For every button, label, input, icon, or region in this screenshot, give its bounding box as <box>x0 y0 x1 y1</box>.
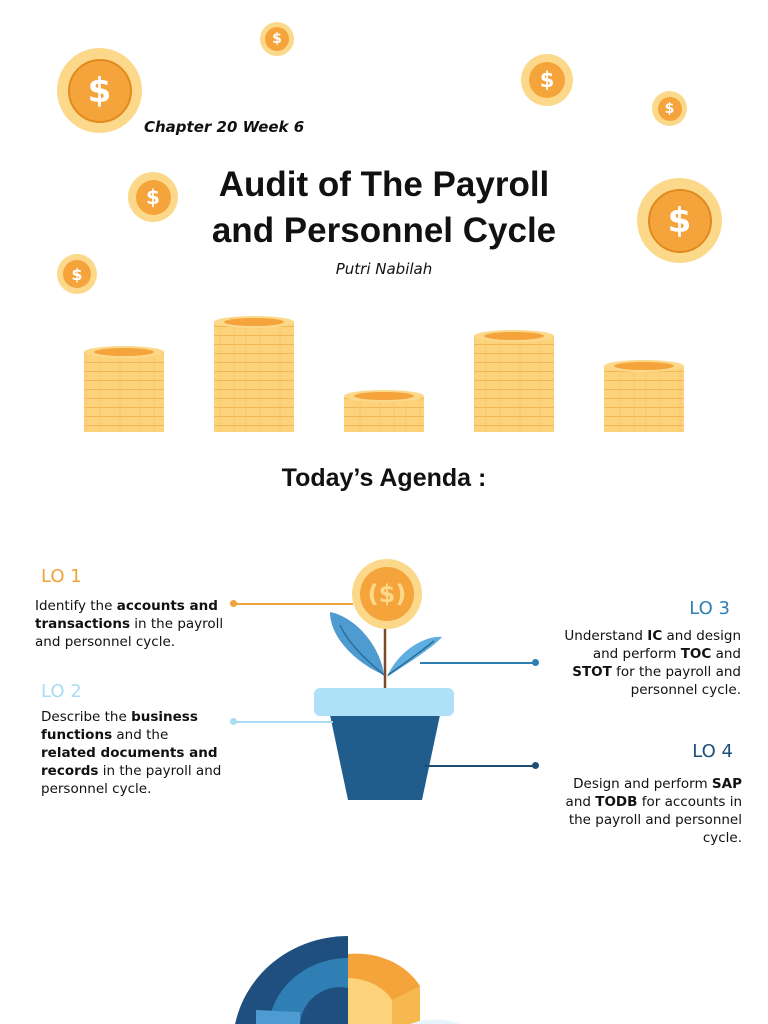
emphasis-text: SAP <box>711 776 742 792</box>
lo2-label: LO 2 <box>41 681 82 702</box>
body-text: in the payroll and personnel cycle. <box>35 616 224 650</box>
lo3-description <box>553 627 741 699</box>
page-title <box>0 162 768 254</box>
dollar-coin-icon <box>57 48 142 133</box>
lo1-connector <box>233 603 353 605</box>
body-text: for the payroll and personnel cycle. <box>611 664 741 698</box>
lo1-description <box>35 597 225 651</box>
author-name: Putri Nabilah <box>335 260 433 278</box>
lo2-connector <box>233 721 333 723</box>
emphasis-text: accounts and transactions <box>35 598 218 632</box>
lo1-label: LO 1 <box>41 566 82 587</box>
body-text: Identify the <box>35 598 117 614</box>
body-text: and <box>565 794 596 810</box>
coin-stack <box>344 390 424 432</box>
page-title-line2: and Personnel Cycle <box>211 211 557 250</box>
page-title-line1: Audit of The Payroll <box>218 165 550 204</box>
coin-symbol: $ <box>265 27 289 51</box>
coin-stack <box>604 360 684 432</box>
dollar-coin-icon <box>521 54 573 106</box>
body-text: Design and perform <box>573 776 712 792</box>
lo3-connector-dot <box>532 659 539 666</box>
body-text: Describe the <box>41 709 132 725</box>
coin-symbol: $ <box>529 62 565 98</box>
body-text: for accounts in the payroll and personnel cycle. <box>568 794 742 846</box>
emphasis-text: TOC <box>680 646 712 662</box>
coin-stack <box>214 316 294 432</box>
body-text: Understand <box>564 628 648 644</box>
coin-stack <box>84 346 164 432</box>
emphasis-text: IC <box>647 628 663 644</box>
donut-chart-illustration <box>220 930 480 1024</box>
coin-symbol: $ <box>68 59 132 123</box>
emphasis-text: TODB <box>595 794 638 810</box>
coin-stacks-illustration <box>0 300 768 440</box>
lo2-description <box>41 708 226 798</box>
leaf-icon <box>387 637 442 677</box>
lo3-label: LO 3 <box>689 598 730 619</box>
body-text: and <box>711 646 741 662</box>
pot-rim <box>314 688 454 716</box>
coin-stack <box>474 330 554 432</box>
lo4-connector-dot <box>532 762 539 769</box>
coin-symbol: $ <box>648 189 712 253</box>
pot-body <box>330 715 440 800</box>
lo4-label: LO 4 <box>692 741 733 762</box>
dollar-coin-icon <box>652 91 687 126</box>
lo4-description <box>546 775 742 847</box>
coin-symbol: $ <box>136 180 171 215</box>
coin-symbol: $ <box>658 97 682 121</box>
plant-dollar-coin-icon <box>352 559 422 629</box>
chapter-label: Chapter 20 Week 6 <box>144 118 305 136</box>
dollar-coin-icon <box>260 22 294 56</box>
coin-symbol: $ <box>63 260 91 288</box>
lo4-connector <box>424 765 536 767</box>
agenda-title: Today’s Agenda : <box>281 464 487 492</box>
plant-coin-symbol: ($) <box>360 567 414 621</box>
lo2-connector-dot <box>230 718 237 725</box>
emphasis-text: STOT <box>572 664 612 680</box>
lo1-connector-dot <box>230 600 237 607</box>
body-text: and the <box>112 727 169 743</box>
emphasis-text: business functions <box>41 709 198 743</box>
body-text: and design and perform <box>592 628 741 662</box>
lo3-connector <box>420 662 536 664</box>
body-text: in the payroll and personnel cycle. <box>41 763 222 797</box>
emphasis-text: related documents and records <box>41 745 218 779</box>
